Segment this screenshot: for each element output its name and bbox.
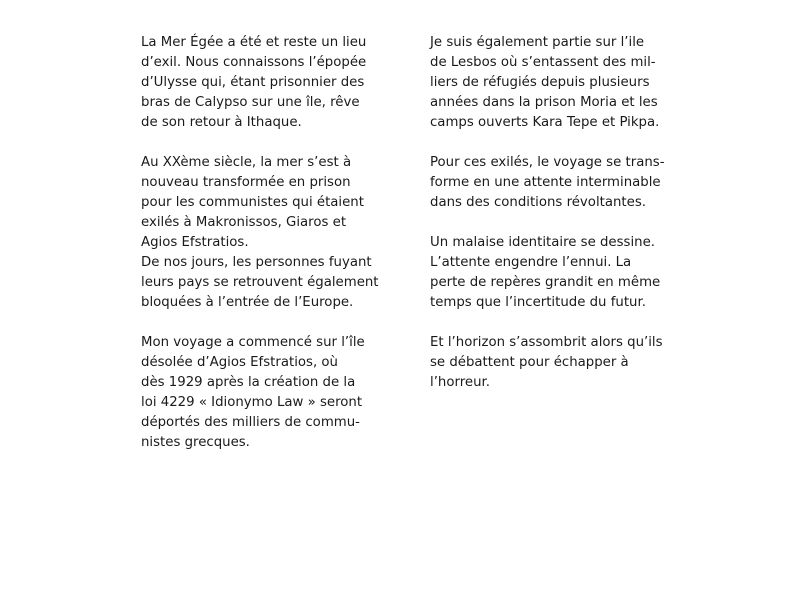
text-line: nistes grecques.: [141, 435, 250, 450]
text-line: leurs pays se retrouvent également: [141, 275, 379, 290]
text-line: se débattent pour échapper à: [430, 355, 629, 370]
text-line: bloquées à l’entrée de l’Europe.: [141, 295, 354, 310]
paragraph: [430, 153, 665, 213]
text-line: nouveau transformée en prison: [141, 175, 351, 190]
text-line: déportés des milliers de commu-: [141, 415, 360, 430]
text-line: Au XXème siècle, la mer s’est à: [141, 155, 352, 170]
text-line: camps ouverts Kara Tepe et Pikpa.: [430, 115, 660, 130]
text-line: Mon voyage a commencé sur l’île: [141, 335, 365, 350]
text-line: De nos jours, les personnes fuyant: [141, 255, 372, 270]
paragraph: [430, 33, 665, 133]
paragraph: [430, 233, 665, 313]
text-line: dès 1929 après la création de la: [141, 375, 356, 390]
text-line: de Lesbos où s’entassent des mil-: [430, 55, 656, 70]
text-line: Pour ces exilés, le voyage se trans-: [430, 155, 665, 170]
text-line: Agios Efstratios.: [141, 235, 249, 250]
text-line: bras de Calypso sur une île, rêve: [141, 95, 360, 110]
text-line: années dans la prison Moria et les: [430, 95, 658, 110]
text-line: L’attente engendre l’ennui. La: [430, 255, 632, 270]
text-line: l’horreur.: [430, 375, 490, 390]
text-column-left: [141, 33, 379, 473]
text-line: dans des conditions révoltantes.: [430, 195, 646, 210]
paragraph: [141, 333, 379, 453]
text-line: Je suis également partie sur l’ile: [430, 35, 645, 50]
text-line: Un malaise identitaire se dessine.: [430, 235, 655, 250]
text-line: forme en une attente interminable: [430, 175, 661, 190]
paragraph: [430, 333, 665, 393]
text-line: loi 4229 « Idionymo Law » seront: [141, 395, 363, 410]
text-line: désolée d’Agios Efstratios, où: [141, 355, 338, 370]
text-line: exilés à Makronissos, Giaros et: [141, 215, 347, 230]
text-column-right: [430, 33, 665, 413]
text-line: La Mer Égée a été et reste un lieu: [141, 35, 367, 50]
text-line: temps que l’incertitude du futur.: [430, 295, 646, 310]
text-line: liers de réfugiés depuis plusieurs: [430, 75, 650, 90]
text-line: pour les communistes qui étaient: [141, 195, 364, 210]
text-line: Et l’horizon s’assombrit alors qu’ils: [430, 335, 663, 350]
paragraph: [141, 33, 379, 133]
text-line: perte de repères grandit en même: [430, 275, 661, 290]
text-line: d’Ulysse qui, étant prisonnier des: [141, 75, 365, 90]
text-line: d’exil. Nous connaissons l’épopée: [141, 55, 367, 70]
paragraph: [141, 153, 379, 313]
text-line: de son retour à Ithaque.: [141, 115, 302, 130]
